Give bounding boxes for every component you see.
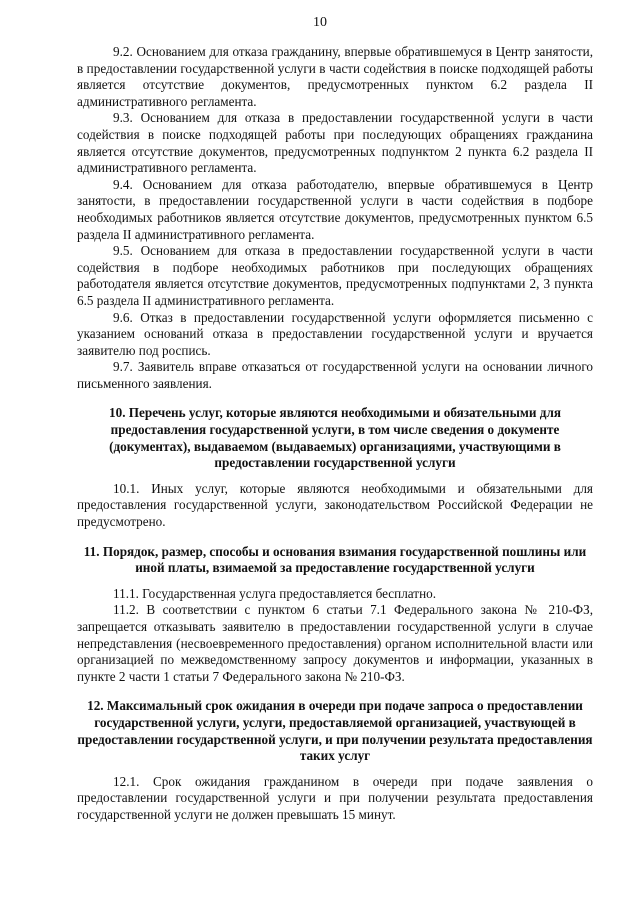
paragraph-9-4: 9.4. Основанием для отказа работодателю, впервые обратившемуся в Центр занятости, в предоставлении государственной услуги в части содействия в подборе необходимых работников является отсутствие документов, предусмотренных пунктом 6.5 раздела II административного регламента.	[77, 176, 593, 242]
paragraph-10-1: 10.1. Иных услуг, которые являются необходимыми и обязательными для предоставления государственной услуги, законодательством Российской Федерации не предусмотрено.	[77, 480, 593, 530]
paragraph-9-6: 9.6. Отказ в предоставлении государственной услуги оформляется письменно с указанием оснований отказа в предоставлении государственной услуги и вручается заявителю под роспись.	[77, 309, 593, 358]
page-body	[77, 44, 593, 824]
section-11-heading: 11. Порядок, размер, способы и основания взимания государственной пошлины или иной платы, взимаемой за предоставление государственной услуги	[83, 543, 587, 576]
paragraph-11-1: 11.1. Государственная услуга предоставляется бесплатно.	[113, 585, 437, 601]
paragraph-9-3: 9.3. Основанием для отказа в предоставлении государственной услуги в части содействия в поиске подходящей работы при последующих обращениях гражданина является отсутствие документов, предусмотренных подпунктом 2 пункта 6.2 раздела II административного регламента.	[77, 110, 593, 176]
paragraph-12-1: 12.1. Срок ожидания гражданином в очереди при подаче заявления о предоставлении государственной услуги и при получении результата предоставления государственной услуги не должен превышать 15 минут.	[77, 773, 593, 822]
paragraph-9-5: 9.5. Основанием для отказа в предоставлении государственной услуги в части содействия в подборе необходимых работников при последующих обращениях работодателя является отсутствие документов, предусмотренных подпунктами 2, 3 пункта 6.5 раздела II административного регламента.	[77, 243, 593, 308]
paragraph-9-2: 9.2. Основанием для отказа гражданину, впервые обратившемуся в Центр занятости, в предоставлении государственной услуги в части содействия в поиске подходящей работы является отсутствие документов, предусмотренных пунктом 6.2 раздела II административного регламента.	[77, 44, 593, 109]
section-10-heading: 10. Перечень услуг, которые являются необходимыми и обязательными для предоставления государственной услуги, в том числе сведения о документе (документах), выдаваемом (выдаваемых) организациями, участвующими в предоставлении государственной услуги	[109, 405, 561, 471]
page-number: 10	[313, 15, 327, 30]
paragraph-9-7: 9.7. Заявитель вправе отказаться от государственной услуги на основании личного письменного заявления.	[77, 359, 593, 391]
section-12-heading: 12. Максимальный срок ожидания в очереди при подаче запроса о предоставлении государственной услуги, услуги, предоставляемой организацией, участвующей в предоставлении государственной услуги, и при получении результата предоставления таких услуг	[77, 698, 593, 764]
paragraph-11-2: 11.2. В соответствии с пунктом 6 статьи 7.1 Федерального закона № 210-ФЗ, запрещается отказывать заявителю в предоставлении государственной услуги в случае непредставления (несвоевременного предоставления) органом исполнительной власти или организацией по межведомственному запросу документов и информации, указанных в пункте 2 части 1 статьи 7 Федерального закона № 210-ФЗ.	[77, 602, 593, 684]
